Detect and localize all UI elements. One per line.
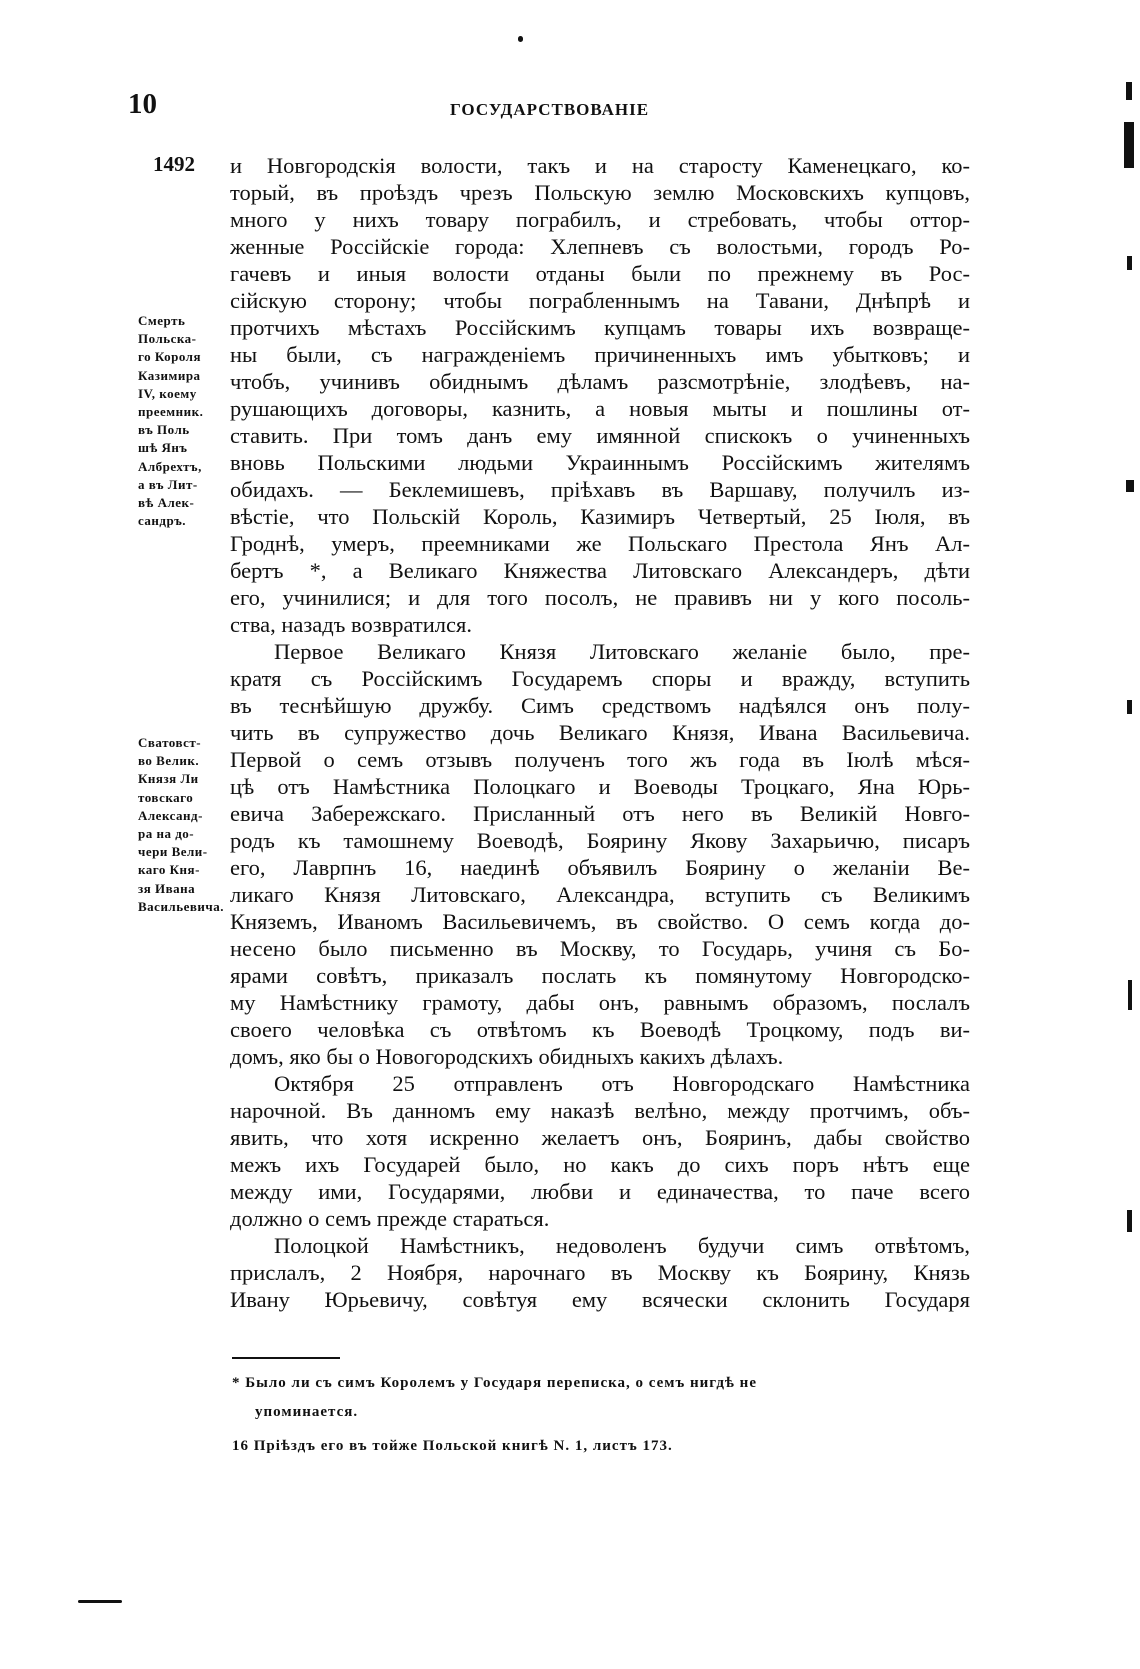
margin-note-line: Польска- — [138, 331, 197, 347]
margin-note-line: въ Поль — [138, 422, 190, 438]
scan-artifact-mark — [518, 36, 523, 42]
body-line: своего человѣка съ отвѣтомъ къ Воеводѣ Троцкому, подъ ви- — [230, 1017, 970, 1042]
body-line: кратя съ Россійскимъ Государемъ споры и вражду, вступить — [230, 666, 970, 691]
margin-note-line: Казимира — [138, 367, 201, 383]
body-line: ны были, съ награжденіемъ причиненныхъ имъ убытковъ; и — [230, 342, 970, 367]
scan-artifact-mark — [78, 1600, 122, 1603]
body-line: ярами совѣтъ, приказалъ послать къ помянутому Новгородско- — [230, 963, 970, 988]
body-line: чить въ супружество дочь Великаго Князя, Ивана Васильевича. — [230, 720, 970, 745]
body-line: рушающихъ договоры, казнить, а новыя мыты и пошлины от- — [230, 396, 970, 421]
scan-artifact-mark — [1127, 1210, 1132, 1232]
body-line: ставить. При томъ данъ ему имянной спискокъ о учиненныхъ — [230, 423, 970, 448]
scan-artifact-mark — [1124, 122, 1134, 168]
scan-artifact-mark — [1127, 700, 1132, 714]
body-line: его, учинилися; и для того посолъ, не правивъ ни у кого посоль- — [230, 585, 970, 610]
year-marginal: 1492 — [153, 152, 195, 176]
body-line: родъ къ тамошнему Воеводѣ, Боярину Якову Захарьичю, писаръ — [230, 828, 970, 853]
scan-artifact-mark — [1127, 256, 1132, 270]
scan-artifact-mark — [1128, 980, 1132, 1010]
body-line: между ими, Государями, любви и единачества, то паче всего — [230, 1179, 970, 1204]
body-line: вѣстіе, что Польскій Король, Казимиръ Четвертый, 25 Іюля, въ — [230, 504, 970, 529]
body-line: Полоцкой Намѣстникъ, недоволенъ будучи симъ отвѣтомъ, — [274, 1233, 970, 1258]
body-line: Первое Великаго Князя Литовскаго желаніе было, пре- — [274, 639, 970, 664]
body-line: Октября 25 отправленъ отъ Новгородскаго Намѣстника — [274, 1071, 970, 1096]
body-line: му Намѣстнику грамоту, дабы онъ, равнымъ образомъ, послалъ — [230, 990, 970, 1015]
body-line: межъ ихъ Государей было, но какъ до сихъ поръ нѣтъ еще — [230, 1152, 970, 1177]
margin-note-death-of-king — [138, 312, 230, 530]
margin-note-line: зя Ивана — [138, 880, 196, 896]
body-line: прислалъ, 2 Ноября, нарочнаго въ Москву къ Боярину, Князь — [230, 1260, 970, 1285]
body-line: ства, назадъ возвратился. — [230, 612, 472, 637]
body-line: обидахъ. — Беклемишевъ, пріѣхавъ въ Варшаву, получилъ из- — [230, 477, 970, 502]
body-line: несено было письменно въ Москву, то Государь, учиня съ Бо- — [230, 936, 970, 961]
body-line: гачевъ и иныя волости отданы были по прежнему въ Рос- — [230, 261, 970, 286]
scan-artifact-mark — [1126, 82, 1132, 100]
body-line: вновь Польскими людьми Украиннымъ Россійскимъ жителямъ — [230, 450, 970, 475]
body-line: женные Россійскіе города: Хлепневъ съ волостьми, городъ Ро- — [230, 234, 970, 259]
footnote-star-cont: упоминается. — [255, 1404, 359, 1420]
margin-note-line: чери Вели- — [138, 844, 208, 860]
body-line: сійскую сторону; чтобы пограбленнымъ на Тавани, Днѣпрѣ и — [230, 288, 970, 313]
body-text — [230, 152, 970, 1313]
footnote-rule — [232, 1357, 340, 1359]
margin-note-line: Албрехтъ, — [138, 458, 202, 474]
body-line: домъ, яко бы о Новогородскихъ обидныхъ какихъ дѣлахъ. — [230, 1044, 784, 1069]
body-line: бертъ *, а Великаго Княжества Литовскаго Александеръ, дѣти — [230, 558, 970, 583]
footnote-star: * Было ли съ симъ Королемъ у Государя переписка, о семъ нигдѣ не — [232, 1375, 757, 1391]
running-title: ГОСУДАРСТВОВАНІЕ — [450, 100, 650, 119]
margin-note-line: во Велик. — [138, 753, 200, 769]
page-number: 10 — [128, 88, 157, 120]
margin-note-matchmaking — [138, 734, 230, 916]
margin-note-line: каго Кня- — [138, 862, 200, 878]
scan-artifact-mark — [1126, 480, 1134, 492]
footnote-16: 16 Пріѣздъ его въ тойже Польской книгѣ N. 1, листъ 173. — [232, 1438, 673, 1454]
body-line: нарочной. Въ данномъ ему наказѣ велѣно, между протчимъ, объ- — [230, 1098, 970, 1123]
body-line: его, Лаврпнъ 16, наединѣ объявилъ Боярину о желаніи Ве- — [230, 855, 970, 880]
body-line: евича Забережскаго. Присланный отъ него въ Великій Новго- — [230, 801, 970, 826]
body-line: цѣ отъ Намѣстника Полоцкаго и Воеводы Троцкаго, Яна Юрь- — [230, 774, 970, 799]
margin-note-line: Князя Ли — [138, 771, 199, 787]
body-line: протчихъ мѣстахъ Россійскимъ купцамъ товары ихъ возвраще- — [230, 315, 970, 340]
margin-note-line: вѣ Алек- — [138, 495, 195, 511]
body-line: явить, что хотя искренно желаетъ онъ, Бояринъ, дабы свойство — [230, 1125, 970, 1150]
body-line: должно о семъ прежде стараться. — [230, 1206, 550, 1231]
body-line: много у нихъ товару пограбилъ, и стребовать, чтобы оттор- — [230, 207, 970, 232]
margin-note-line: Александ- — [138, 807, 203, 823]
body-line: ликаго Князя Литовскаго, Александра, вступить съ Великимъ — [230, 882, 970, 907]
margin-note-line: сандръ. — [138, 513, 187, 529]
margin-note-line: IV, коему — [138, 385, 197, 401]
body-line: Первой о семъ отзывъ полученъ того жъ года въ Іюлѣ мѣся- — [230, 747, 970, 772]
margin-note-line: товскаго — [138, 789, 194, 805]
body-line: Княземъ, Иваномъ Васильевичемъ, въ свойство. О семъ когда до- — [230, 909, 970, 934]
body-line: Ивану Юрьевичу, совѣтуя ему всячески склонить Государя — [230, 1287, 970, 1312]
margin-note-line: Смерть — [138, 313, 186, 328]
margin-note-line: шѣ Янъ — [138, 440, 188, 456]
body-line: и Новгородскія волости, такъ и на старосту Каменецкаго, ко- — [230, 153, 970, 178]
body-line: торый, въ проѣздъ чрезъ Польскую землю Московскихъ купцовъ, — [230, 180, 970, 205]
body-line: чтобъ, учинивъ обиднымъ дѣламъ разсмотрѣніе, злодѣевъ, на- — [230, 369, 970, 394]
margin-note-line: ра на до- — [138, 826, 195, 842]
margin-note-line: Васильевича. — [138, 898, 224, 914]
body-line: въ теснѣйшую дружбу. Симъ средствомъ надѣялся онъ полу- — [230, 693, 970, 718]
margin-note-line: Сватовст- — [138, 735, 202, 750]
margin-note-line: го Короля — [138, 349, 201, 365]
body-line: Гроднѣ, умеръ, преемниками же Польскаго Престола Янъ Ал- — [230, 531, 970, 556]
margin-note-line: преемник. — [138, 404, 204, 420]
margin-note-line: а въ Лит- — [138, 476, 198, 492]
